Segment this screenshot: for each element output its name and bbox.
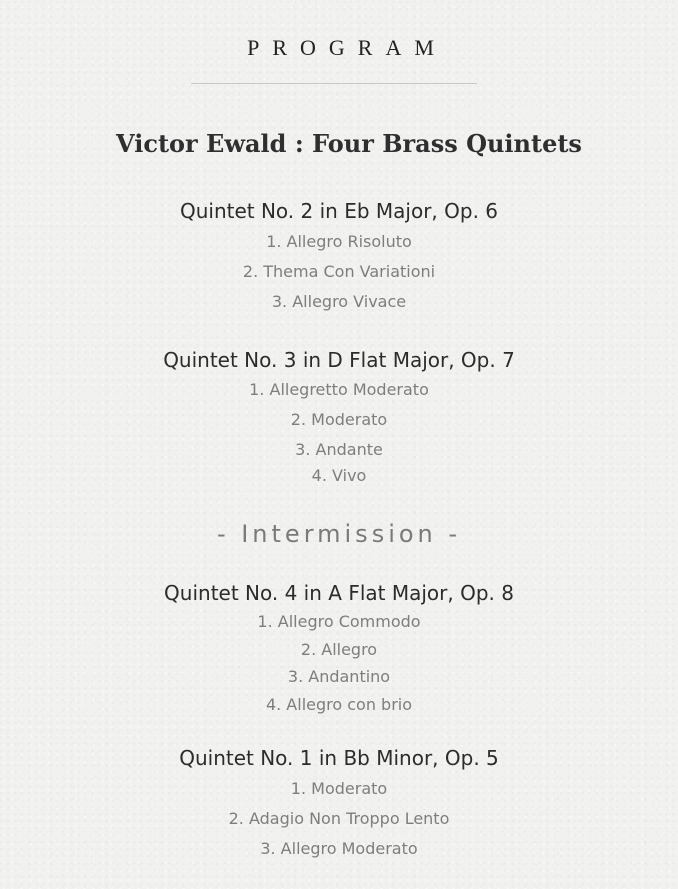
heading-divider [191, 83, 477, 84]
movement-item: 4. Vivo [311, 466, 367, 485]
quintet-title: Quintet No. 4 in A Flat Major, Op. 8 [164, 581, 514, 605]
movement-item: 2. Adagio Non Troppo Lento [228, 809, 450, 828]
movement-item: 1. Allegro Risoluto [266, 232, 412, 251]
movement-item: 3. Andantino [287, 667, 391, 686]
movement-item: 3. Andante [295, 440, 383, 459]
concert-title: Victor Ewald : Four Brass Quintets [116, 129, 582, 158]
program-heading: PROGRAM [247, 35, 447, 60]
movement-item: 1. Allegro Commodo [257, 612, 421, 631]
movement-item: 2. Allegro [300, 640, 378, 659]
movement-item: 3. Allegro Moderato [260, 839, 418, 858]
quintet-title: Quintet No. 1 in Bb Minor, Op. 5 [179, 746, 499, 770]
movement-item: 3. Allegro Vivace [271, 292, 407, 311]
quintet-title: Quintet No. 3 in D Flat Major, Op. 7 [163, 348, 515, 372]
movement-item: 4. Allegro con brio [265, 695, 413, 714]
movement-item: 1. Moderato [290, 779, 388, 798]
intermission-label: - Intermission - [216, 520, 462, 548]
quintet-title: Quintet No. 2 in Eb Major, Op. 6 [179, 199, 499, 223]
movement-item: 1. Allegretto Moderato [249, 380, 429, 399]
movement-item: 2. Thema Con Variationi [242, 262, 436, 281]
movement-item: 2. Moderato [290, 410, 388, 429]
